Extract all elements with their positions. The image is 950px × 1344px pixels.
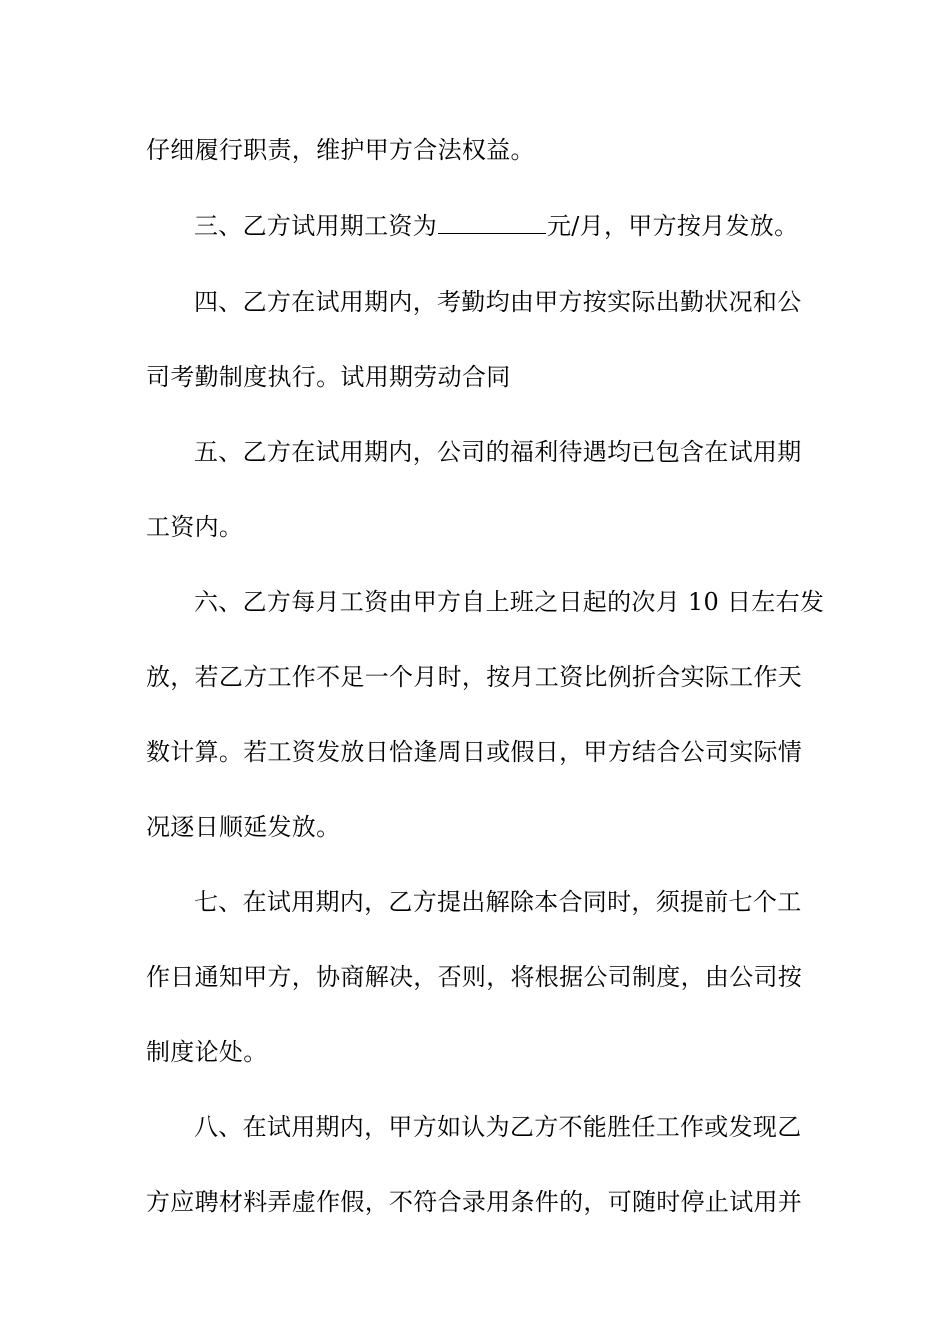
paragraph-line: 作日通知甲方，协商解决，否则，将根据公司制度，由公司按 <box>146 963 803 991</box>
paragraph-line: 司考勤制度执行。试用期劳动合同 <box>146 363 511 391</box>
paragraph-line: 数计算。若工资发放日恰逢周日或假日，甲方结合公司实际情 <box>146 738 803 766</box>
salary-text-before: 三、乙方试用期工资为 <box>194 212 437 240</box>
paragraph-line: 五、乙方在试用期内，公司的福利待遇均已包含在试用期 <box>194 438 802 466</box>
salary-blank-field <box>438 207 546 234</box>
paragraph-line: 方应聘材料弄虚作假，不符合录用条件的，可随时停止试用并 <box>146 1188 803 1216</box>
paragraph-line: 工资内。 <box>146 513 244 541</box>
paragraph-line: 仔细履行职责，维护甲方合法权益。 <box>146 136 535 164</box>
paragraph-line-salary <box>194 206 798 246</box>
paragraph-line: 八、在试用期内，甲方如认为乙方不能胜任工作或发现乙 <box>194 1113 802 1141</box>
paragraph-line: 七、在试用期内，乙方提出解除本合同时，须提前七个工 <box>194 888 802 916</box>
paragraph-line: 四、乙方在试用期内，考勤均由甲方按实际出勤状况和公 <box>194 288 802 316</box>
paragraph-line: 况逐日顺延发放。 <box>146 813 341 841</box>
paragraph-line: 制度论处。 <box>146 1038 268 1066</box>
paragraph-line: 放，若乙方工作不足一个月时，按月工资比例折合实际工作天 <box>146 663 803 691</box>
salary-text-after: 元/月，甲方按月发放。 <box>547 212 799 240</box>
paragraph-line: 六、乙方每月工资由甲方自上班之日起的次月 10 日左右发 <box>194 588 825 616</box>
